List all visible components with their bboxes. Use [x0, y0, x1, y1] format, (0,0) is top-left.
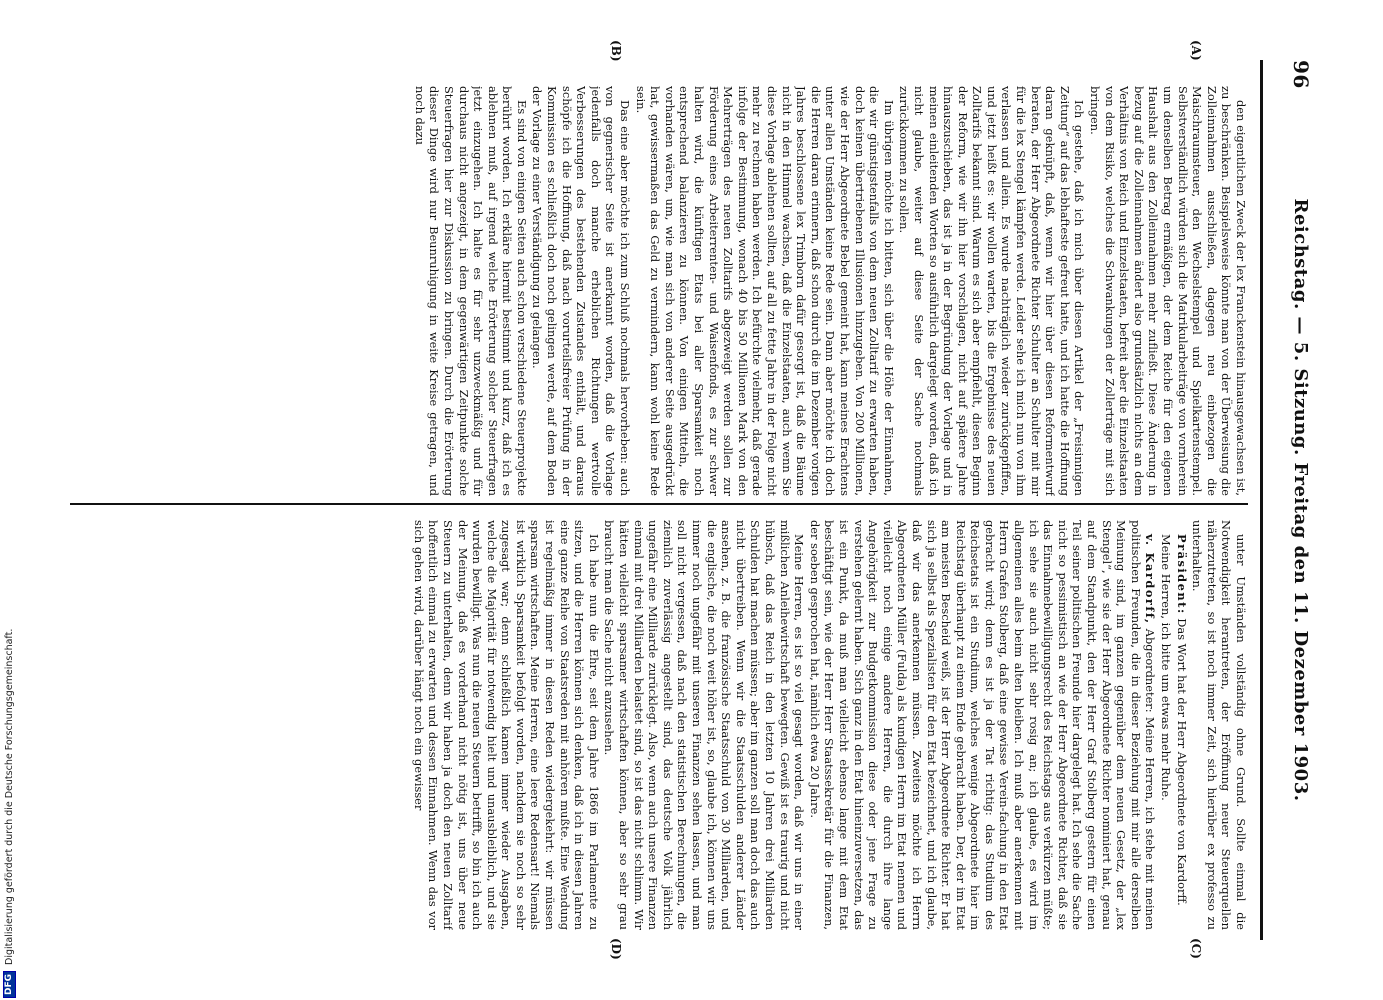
- speaker-text: Abgeordneter: Meine Herren, ich stehe mit meinen politischen Freunden, die in dieser Beziehung mit mir alle derselben Meinung sind, im ganzen gegenüber dem neuen Gesetz, der „lex Stengel“, wie sie der Herr Abgeordnete Richter nominiert hat, genau auf dem Standpunkt, den der Herr Graf Stolberg gestern für einen Teil seiner politischen Freunde hier dargelegt hat. Ich sehe die Sache nicht so pessimistisch an wie der Herr Abgeordnete Richter, daß sie das Einnahmebewilligungsrecht des Reichstags aus verkürzen müßte; ich sehe sie auch nicht sehr rosig an; ich glaube, es wird im allgemeinen alles beim alten bleiben. Ich muß aber anerkennen mit Herrn Grafen Stolberg, daß eine gewisse Verein-fachung in den Etat gebracht wird; denn es ist ja der Tat richtig: das Studium des Reichsetats ist ein Studium, welches wenige Abgeordnete hier im Reichstag überhaupt zu einem Ende gebracht haben. Der, der im Etat am meisten Bescheid weiß, ist der Herr Abgeordnete Richter. Er hat sich ja selbst als Spezialisten für den Etat bezeichnet, und ich glaube, daß wir das anerkennen müssen. Zweitens möchte ich Herrn Abgeordneten Müller (Fulda) als kundigen Herrn im Etat nennen und vielleicht noch einige andere Herren, die durch ihre lange Angehörigkeit zur Budgetkommission diese oder jene Frage zu verstehen gelernt haben. Sich ganz in den Etat hineinzuversetzen, das ist ein Punkt, da muß man vielleicht ebenso lange mit dem Etat beschäftigt sein, wie der Herr Herr Staatssekretär für die Finanzen, der soeben gesprochen hat, nämlich etwa 20 Jahre.: [807, 520, 1158, 930]
- page-header: [1281, 60, 1321, 940]
- body-paragraph: Es sind von einigen Seiten auch schon verschiedene Steuerprojekte berührt worden. Ich erkläre hiermit bestimmt und kurz, daß ich es ablehnen muß, auf irgend welche Erörterung solcher Steuerfragen jetzt einzugehen. Ich halte es für sehr unzweckmäßig und für durchaus nicht angezeigt, in dem gegenwärtigen Zeitpunkte solche Steuerfragen hier zur Diskussion zu bringen. Durch die Erörterung dieser Dinge wird nur Beunruhigung in weite Kreise getragen, und noch dazu: [412, 86, 529, 496]
- speaker-name: Präsident:: [1174, 534, 1189, 615]
- body-paragraph: den eigentlichen Zweck der lex Franckenstein hinausgewachsen ist, zu beschränken. Beispielsweise könnte man von der Überweisung die Zolleinnahmen ausschließen, dagegen neu einbezogen die Maischraumsteuer, den Wechselstempel und Spielkartenstempel. Selbstverständlich würden sich die Matrikularbeiträge von vornherein um denselben Betrag ermäßigen, der dem Reiche für den eigenen Haushalt aus den Zolleinnahmen mehr zufließt. Diese Änderung in bezug auf die Zolleinnahmen ändert also grundsätzlich nichts an dem Verhältnis von Reich und Einzelstaaten, befreit aber die Einzelstaaten von dem Risiko, welches die Schwankungen der Zollerträge mit sich bringen.: [1088, 86, 1248, 496]
- body-paragraph: Im übrigen möchte ich bitten, sich über die Höhe der Einnahmen, die wir günstigstenfalls von dem neuen Zolltarif zu erwarten haben, doch keinen übertriebenen Illusionen hinzugeben. Von 200 Millionen, wie der Herr Abgeordnete Bebel gemeint hat, kann meines Erachtens unter allen Umständen keine Rede sein. Dann aber möchte ich doch die Herren daran erinnern, daß schon durch die im Dezember vorigen Jahres beschlossene lex Trimborn dafür gesorgt ist, daß die Bäume nicht in den Himmel wachsen, daß die Einzelstaaten, auch wenn Sie diese Vorlage ablehnen sollten, auf all zu fette Jahre in der Folge nicht mehr zu rechnen haben werden. Ich befürchte vielmehr, daß gerade infolge der Bestimmung, wonach 40 bis 50 Millionen Mark von den Mehrerträgen des neuen Zolltarifs abgezweigt werden sollen zur Förderung eines Arbeiterrenten- und Waisenfonds, es zur schwer halten wird, die künftigen Etats bei aller Sparsamkeit noch entsprechend balanzieren zu können. Von einigen Mitteln, die vorhanden wären, um, wie man sich von anderer Seite ausgedrückt hat, gewissermaßen das Geld zu vermindern, kann wohl keine Rede sein.: [633, 86, 896, 496]
- body-paragraph: Meine Herren, ich bitte um etwas mehr Ruhe.: [1159, 534, 1174, 801]
- text-column-right: [70, 520, 1248, 930]
- header-rule: [1260, 60, 1263, 940]
- text-column-left: [70, 86, 1248, 496]
- page-title: Reichstag. — 5. Sitzung. Freitag den 11. Dezember 1903.: [1290, 198, 1312, 802]
- speaker-paragraph: [807, 520, 1157, 930]
- body-paragraph: Ich habe nun die Ehre, seit dem Jahre 1866 im Parlamente zu sitzen, und die Herren können sich denken, daß ich in diesen Jahren eine ganze Reihe von Staatsreden mit anhören mußte. Eine Wendung ist regelmäßig immer in diesen Reden wiedergekehrt: wir müssen sparsam wirtschaften. Meine Herren, eine leere Redensart! Niemals ist wirklich Sparsamkeit befolgt worden, nachdem sie noch so sehr zugesagt war; denn schließlich kamen immer wieder Ausgaben, welche die Majorität für notwendig hielt und unausbleiblich, und sie wurden bewilligt. Was nun die neuen Steuern betrifft, so bin ich auch der Meinung, daß es vorderhand nicht nötig ist, uns über neue Steuern zu unterhalten, denn wir haben ja doch den neuen Zolltarif hoffentlich einmal zu erwarten und dessen Einnahmen. Wenn das vor sich gehen wird, darüber hängt noch ein gewisser: [411, 520, 601, 930]
- body-paragraph: Ich gestehe, daß ich mich über diesen Artikel der „Freisinnigen Zeitung“ auf das lebhafteste gefreut hatte, und ich hatte die Hoffnung daran geknüpft, daß, wenn wir hier über diesen Reformentwurf beraten, der Herr Abgeordnete Richter Schulter an Schulter mit mir für die lex Stengel kämpfen werde. Leider sehe ich mich nun von ihm verlassen und allein. Es wurde nachträglich wieder zurückgepfiffen, und jetzt heißt es: wir wollen warten, bis die Ergebnisse des neuen Zolltarifs bekannt sind. Warum es sich aber empfiehlt, diesen Beginn der Reform, wie wir ihn hier vorschlagen, nicht auf spätere Jahre hinauszuschieben, das ist ja in der Begründung der Vorlage und in meinen einleitenden Worten so ausführlich dargelegt worden, daß ich nicht glaube, weiter auf diese Seite der Sache nochmals zurückkommen zu sollen.: [897, 86, 1087, 496]
- margin-mark-c: (C): [1189, 938, 1203, 959]
- body-paragraph: Das eine aber möchte ich zum Schluß nochmals hervorheben: auch von gegnerischer Seite ist anerkannt worden, daß die Vorlage jedenfalls doch manche erheblichen Richtungen wertvolle Verbesserungen des bestehenden Zustandes enthält, und daraus schöpfe ich die Hoffnung, daß nach vorurteilsfreier Prüfung in der Kommission es schließlich doch noch gelingen werde, auf dem Boden der Vorlage zu einer Verständigung zu gelangen.: [530, 86, 633, 496]
- page-number: 96: [1289, 60, 1313, 89]
- speaker-paragraph: [1174, 520, 1189, 930]
- credit-text: Digitalisierung gefördert durch die Deutsche Forschungsgemeinschaft.: [3, 628, 15, 965]
- margin-mark-d: (D): [609, 938, 623, 960]
- body-paragraph: unter Umständen vollständig ohne Grund. Sollte einmal die Notwendigkeit herantreten, der Eröffnung neuer Steuerquellen näherzutreten, so ist noch immer Zeit, sich hierüber ex professo zu unterhalten.: [1190, 520, 1248, 930]
- margin-mark-a: (A): [1189, 40, 1203, 61]
- margin-mark-b: (B): [609, 40, 623, 62]
- dfg-logo: DFG: [3, 971, 16, 998]
- footer-credit: [2, 0, 16, 998]
- speaker-text: Das Wort hat der Herr Abgeordnete von Kardorff.: [1174, 618, 1189, 906]
- speaker-name: v. Kardorff,: [1143, 534, 1158, 625]
- body-paragraph: Meine Herren, es ist so viel gesagt worden, daß wir uns in einer mißlichen Anleihewirtschaft bewegten. Gewiß ist es traurig und nicht hübsch, daß das Reich in den letzten 10 Jahren drei Milliarden Schulden hat machen müssen; aber im ganzen soll man doch das auch nicht übertreiben. Wenn wir die Staatsschulden anderer Länder ansehen, z. B. die französische Staatsschuld von 30 Milliarden, und die englische, die noch weit höher ist, so, glaube ich, können wir uns immer noch ungefähr mit unseren Finanzen sehen lassen, und man soll nicht vergessen, daß nach den statistischen Berechnungen, die ziemlich zuverlässig angestellt sind, das deutsche Volk jährlich ungefähr eine Milliarde zurücklegt. Also, wenn auch unsere Finanzen einmal mit drei Milliarden belastet sind, so ist das nicht schlimm. Wir hätten vielleicht sparsamer wirtschaften können, aber so sehr grau braucht man die Sache nicht anzusehen.: [602, 520, 807, 930]
- column-divider: [70, 503, 1248, 505]
